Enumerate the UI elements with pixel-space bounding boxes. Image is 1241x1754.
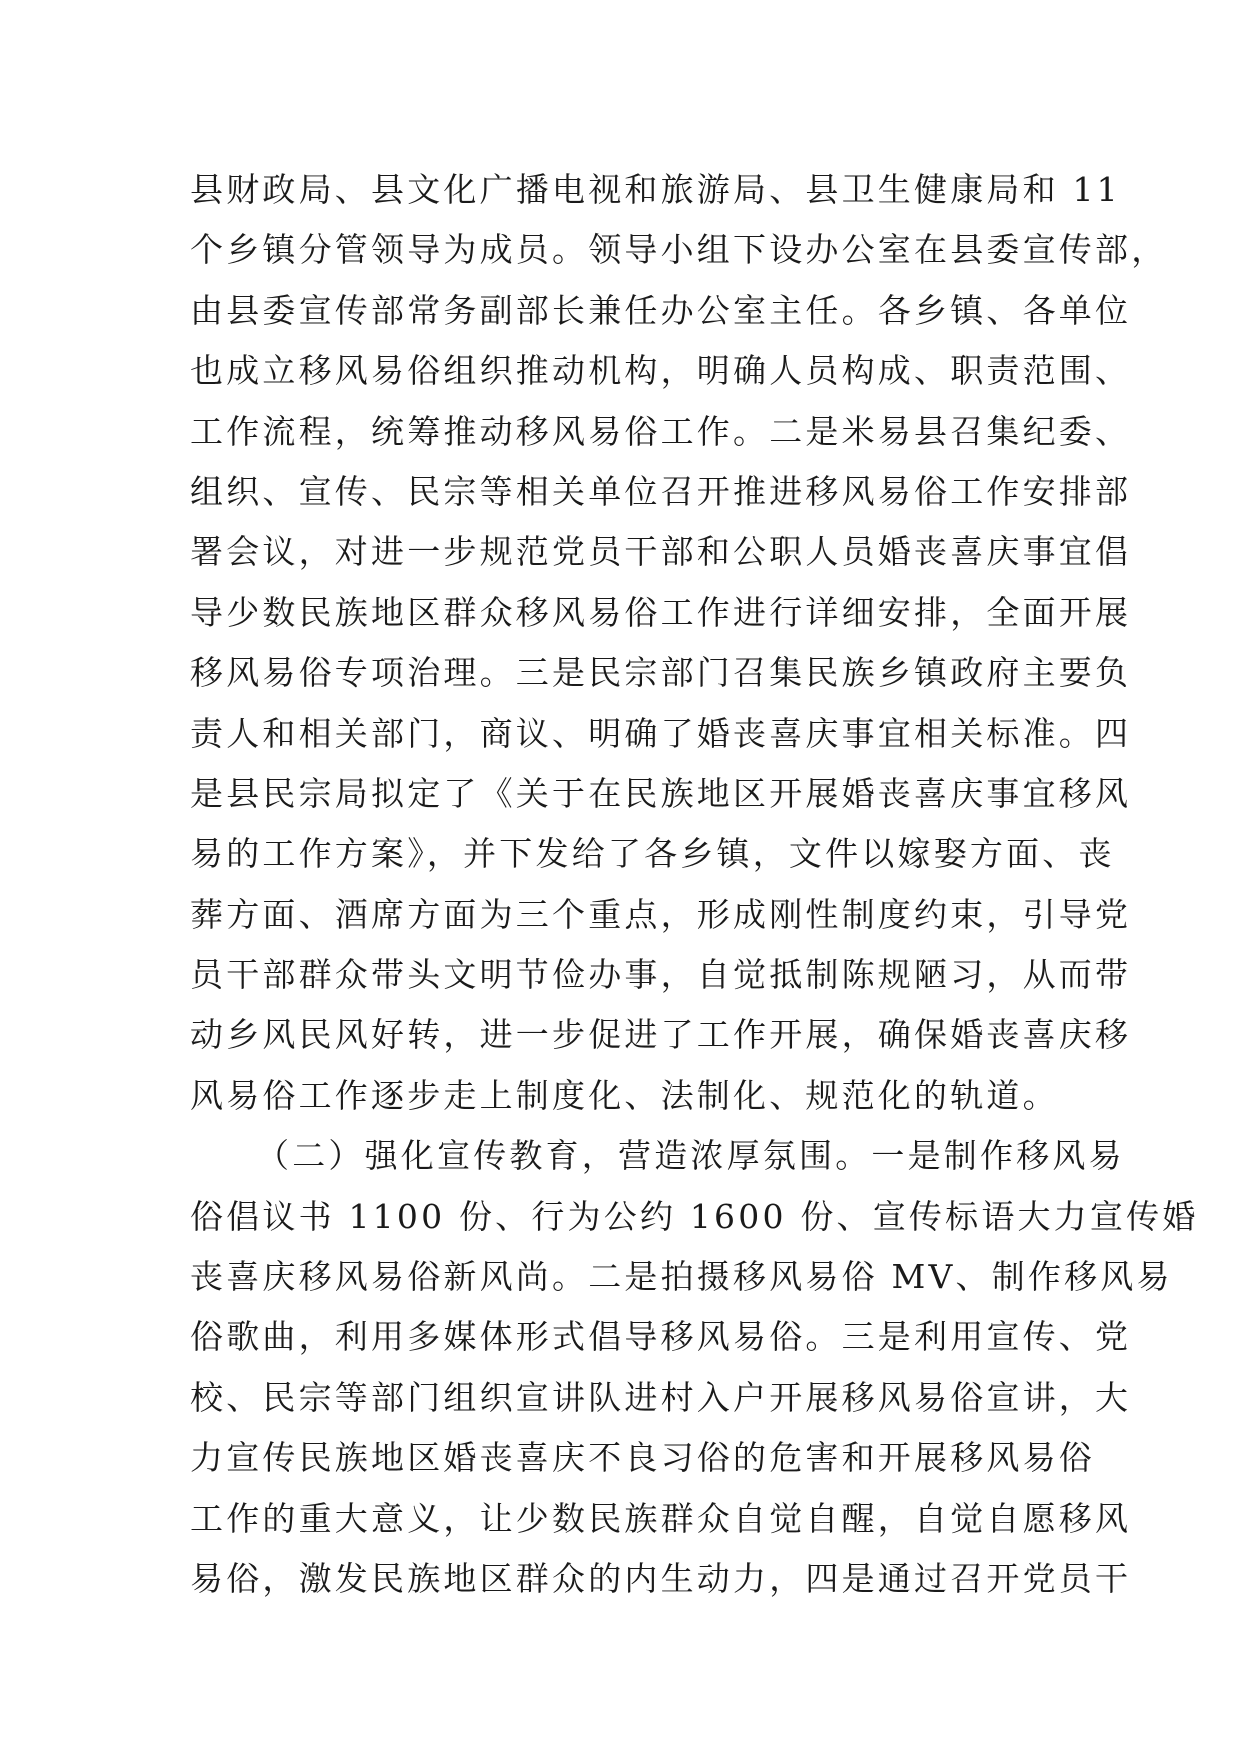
section-heading-line: （二）强化宣传教育，营造浓厚氛围。一是制作移风易 xyxy=(256,1136,1125,1176)
text-line: 工作流程，统筹推动移风易俗工作。二是米易县召集纪委、 xyxy=(190,411,1132,451)
text-line: 也成立移风易俗组织推动机构，明确人员构成、职责范围、 xyxy=(190,351,1132,391)
text-line: 丧喜庆移风易俗新风尚。二是拍摄移风易俗 MV、制作移风易 xyxy=(190,1257,1173,1297)
text-line: 校、民宗等部门组织宣讲队进村入户开展移风易俗宣讲，大 xyxy=(190,1377,1132,1417)
text-line: 俗倡议书 1100 份、行为公约 1600 份、宣传标语大力宣传婚 xyxy=(190,1196,1199,1236)
text-line: 由县委宣传部常务副部长兼任办公室主任。各乡镇、各单位 xyxy=(190,290,1132,330)
text-line: 移风易俗专项治理。三是民宗部门召集民族乡镇政府主要负 xyxy=(190,653,1132,693)
text-line: 员干部群众带头文明节俭办事，自觉抵制陈规陋习，从而带 xyxy=(190,955,1132,995)
text-line: 署会议，对进一步规范党员干部和公职人员婚丧喜庆事宜倡 xyxy=(190,532,1132,572)
text-line: 易的工作方案》，并下发给了各乡镇，文件以嫁娶方面、丧 xyxy=(190,834,1115,874)
text-line: 力宣传民族地区婚丧喜庆不良习俗的危害和开展移风易俗 xyxy=(190,1438,1095,1478)
text-line: 个乡镇分管领导为成员。领导小组下设办公室在县委宣传部， xyxy=(190,230,1168,270)
text-line: 葬方面、酒席方面为三个重点，形成刚性制度约束，引导党 xyxy=(190,894,1132,934)
text-line: 县财政局、县文化广播电视和旅游局、县卫生健康局和 11 xyxy=(190,170,1121,209)
text-line: 易俗，激发民族地区群众的内生动力，四是通过召开党员干 xyxy=(190,1558,1132,1598)
text-line: 工作的重大意义，让少数民族群众自觉自醒，自觉自愿移风 xyxy=(190,1498,1132,1538)
text-line: 是县民宗局拟定了《关于在民族地区开展婚丧喜庆事宜移风 xyxy=(190,773,1132,813)
text-line: 俗歌曲，利用多媒体形式倡导移风易俗。三是利用宣传、党 xyxy=(190,1317,1132,1357)
text-line: 风易俗工作逐步走上制度化、法制化、规范化的轨道。 xyxy=(190,1075,1059,1115)
body-text xyxy=(190,160,1199,1609)
text-line: 导少数民族地区群众移风易俗工作进行详细安排，全面开展 xyxy=(190,592,1132,632)
text-line: 责人和相关部门，商议、明确了婚丧喜庆事宜相关标准。四 xyxy=(190,713,1132,753)
text-line: 组织、宣传、民宗等相关单位召开推进移风易俗工作安排部 xyxy=(190,471,1132,511)
text-line: 动乡风民风好转，进一步促进了工作开展，确保婚丧喜庆移 xyxy=(190,1015,1132,1055)
